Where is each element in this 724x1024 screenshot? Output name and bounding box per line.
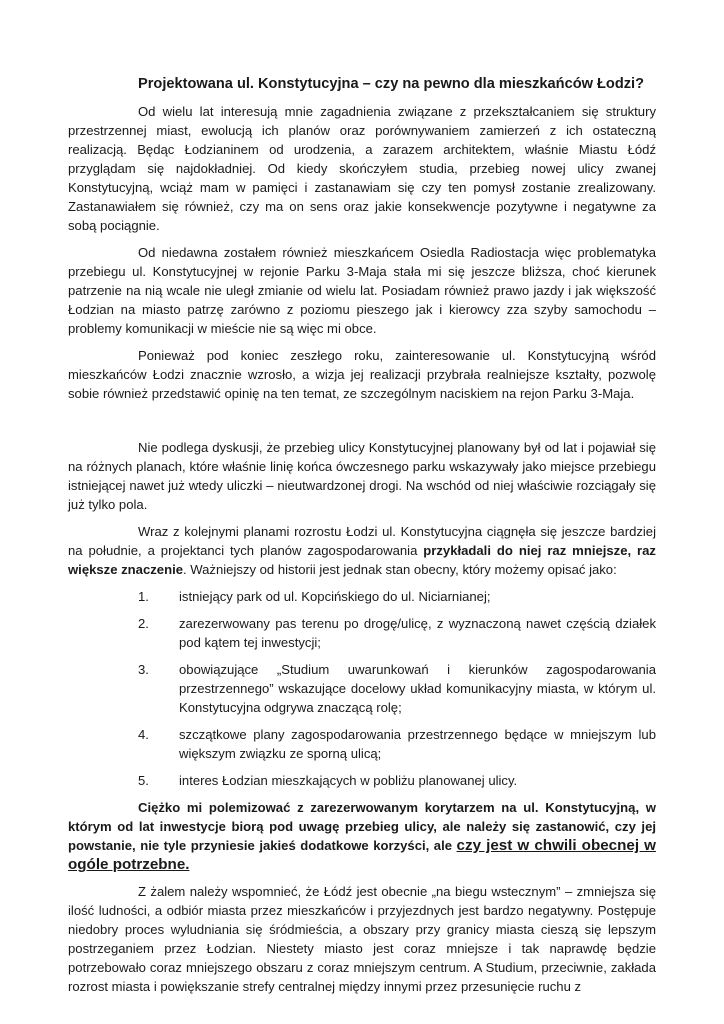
paragraph-decline: Z żalem należy wspomnieć, że Łódź jest obecnie „na biegu wstecznym” – zmniejsza się ilość ludności, a odbiór miasta przez mieszkańców i przyjezdnych jest bardzo negatywny. Postępuje niedobry proces wyludniania się śródmieścia, a obszary przy granicy miasta cieszą się lepszym postrzeganiem przez Łodzian. Niestety miasto jest coraz mniejsze i tak naprawdę będzie potrzebowało coraz mniejszego obszaru z coraz mniejszym centrum. A Studium, przeciwnie, zakłada rozrost miasta i powiększanie strefy centralnej między innymi przez przesunięcie ruchu z	[68, 884, 656, 994]
list-item	[68, 725, 656, 763]
paragraph-opinion: Ponieważ pod koniec zeszłego roku, zainteresowanie ul. Konstytucyjną wśród mieszkańców Łodzi znacznie wzrosło, a wizja jej realizacji przybrała realniejsze kształty, pozwolę sobie również przedstawić opinię na ten temat, ze szczególnym naciskiem na rejon Parku 3-Maja.	[68, 348, 656, 401]
list-item-text: interes Łodzian mieszkających w pobliżu planowanej ulicy.	[179, 773, 518, 788]
list-item-number: 3.	[138, 662, 149, 677]
list-item	[68, 660, 656, 717]
list-item-text: istniejący park od ul. Kopcińskiego do ul. Niciarnianej;	[179, 589, 491, 604]
list-item-number: 2.	[138, 616, 149, 631]
paragraph-gap	[68, 411, 656, 438]
list-item-text: obowiązujące „Studium uwarunkowań i kierunków zagospodarowania przestrzennego” wskazujące docelowy układ komunikacyjny miasta, w którym ul. Konstytucyjna odgrywa znaczącą rolę;	[179, 662, 656, 715]
list-item-number: 4.	[138, 727, 149, 742]
paragraph-plans-emphasis: przykładali do niej raz mniejsze, raz większe znaczenie	[68, 543, 656, 577]
list-item-text: zarezerwowany pas terenu po drogę/ulicę, z wyznaczoną nawet częścią działek pod kątem tej inwestycji;	[179, 616, 656, 650]
paragraph-plans-text-c: . Ważniejszy od historii jest jednak stan obecny, który możemy opisać jako:	[183, 562, 617, 577]
list-item-number: 1.	[138, 589, 149, 604]
current-state-list	[68, 587, 656, 790]
list-item-text: szczątkowe plany zagospodarowania przestrzennego będące w mniejszym lub większym związku ze sporną ulicą;	[179, 727, 656, 761]
list-item	[68, 614, 656, 652]
list-item	[68, 587, 656, 606]
list-item-number: 5.	[138, 773, 149, 788]
paragraph-plans-text-a: Wraz z kolejnymi planami rozrostu Łodzi ul. Konstytucyjna ciągnęła się jeszcze bardziej na południe, a projektanci tych planów zagospodarowania	[68, 524, 656, 558]
paragraph-history: Nie podlega dyskusji, że przebieg ulicy Konstytucyjnej planowany był od lat i pojawiał się na różnych planach, które właśnie linię końca ówczesnego parku wskazywały jako miejsce przebiegu istniejącej nawet już wtedy uliczki – nieutwardzonej drogi. Na wschód od niej właściwie rozciągały się już tylko pola.	[68, 440, 656, 512]
paragraph-question-text: Ciężko mi polemizować z zarezerwowanym korytarzem na ul. Konstytucyjną, w którym od lat inwestycje biorą pod uwagę przebieg ulicy, ale należy się zastanowić, czy jej powstanie, nie tyle przyniesie jakieś dodatkowe korzyści, ale	[68, 800, 656, 853]
list-item	[68, 771, 656, 790]
document-title: Projektowana ul. Konstytucyjna – czy na pewno dla mieszkańców Łodzi?	[138, 76, 645, 92]
paragraph-resident: Od niedawna zostałem również mieszkańcem Osiedla Radiostacja więc problematyka przebiegu ul. Konstytucyjnej w rejonie Parku 3-Maja stała mi się jeszcze bliższa, choć kierunek patrzenie na nią wcale nie uległ zmianie od wielu lat. Posiadam również prawo jazdy i jak większość Łodzian na miasto patrzę zarówno z poziomu pieszego jak i kierowcy zza szyby samochodu – problemy komunikacji w mieście nie są więc mi obce.	[68, 245, 656, 336]
paragraph-question-underlined: czy jest w chwili obecnej w ogóle potrzebne.	[68, 837, 657, 873]
paragraph-intro: Od wielu lat interesują mnie zagadnienia związane z przekształcaniem się struktury przestrzennej miast, ewolucją ich planów oraz porównywaniem zamierzeń z ich ostateczną realizacją. Będąc Łodzianinem od urodzenia, a zarazem architektem, właśnie Miastu Łódź przyglądam się najdokładniej. Od kiedy skończyłem studia, przebieg nowej ulicy zwanej Konstytucyjną, wciąż mam w pamięci i zastanawiam się czy ten pomysł zostanie zrealizowany. Zastanawiałem się również, czy ma on sens oraz jakie konsekwencje pozytywne i negatywne za sobą pociągnie.	[68, 104, 656, 233]
paragraph-plans	[68, 522, 656, 579]
paragraph-question	[68, 798, 656, 874]
